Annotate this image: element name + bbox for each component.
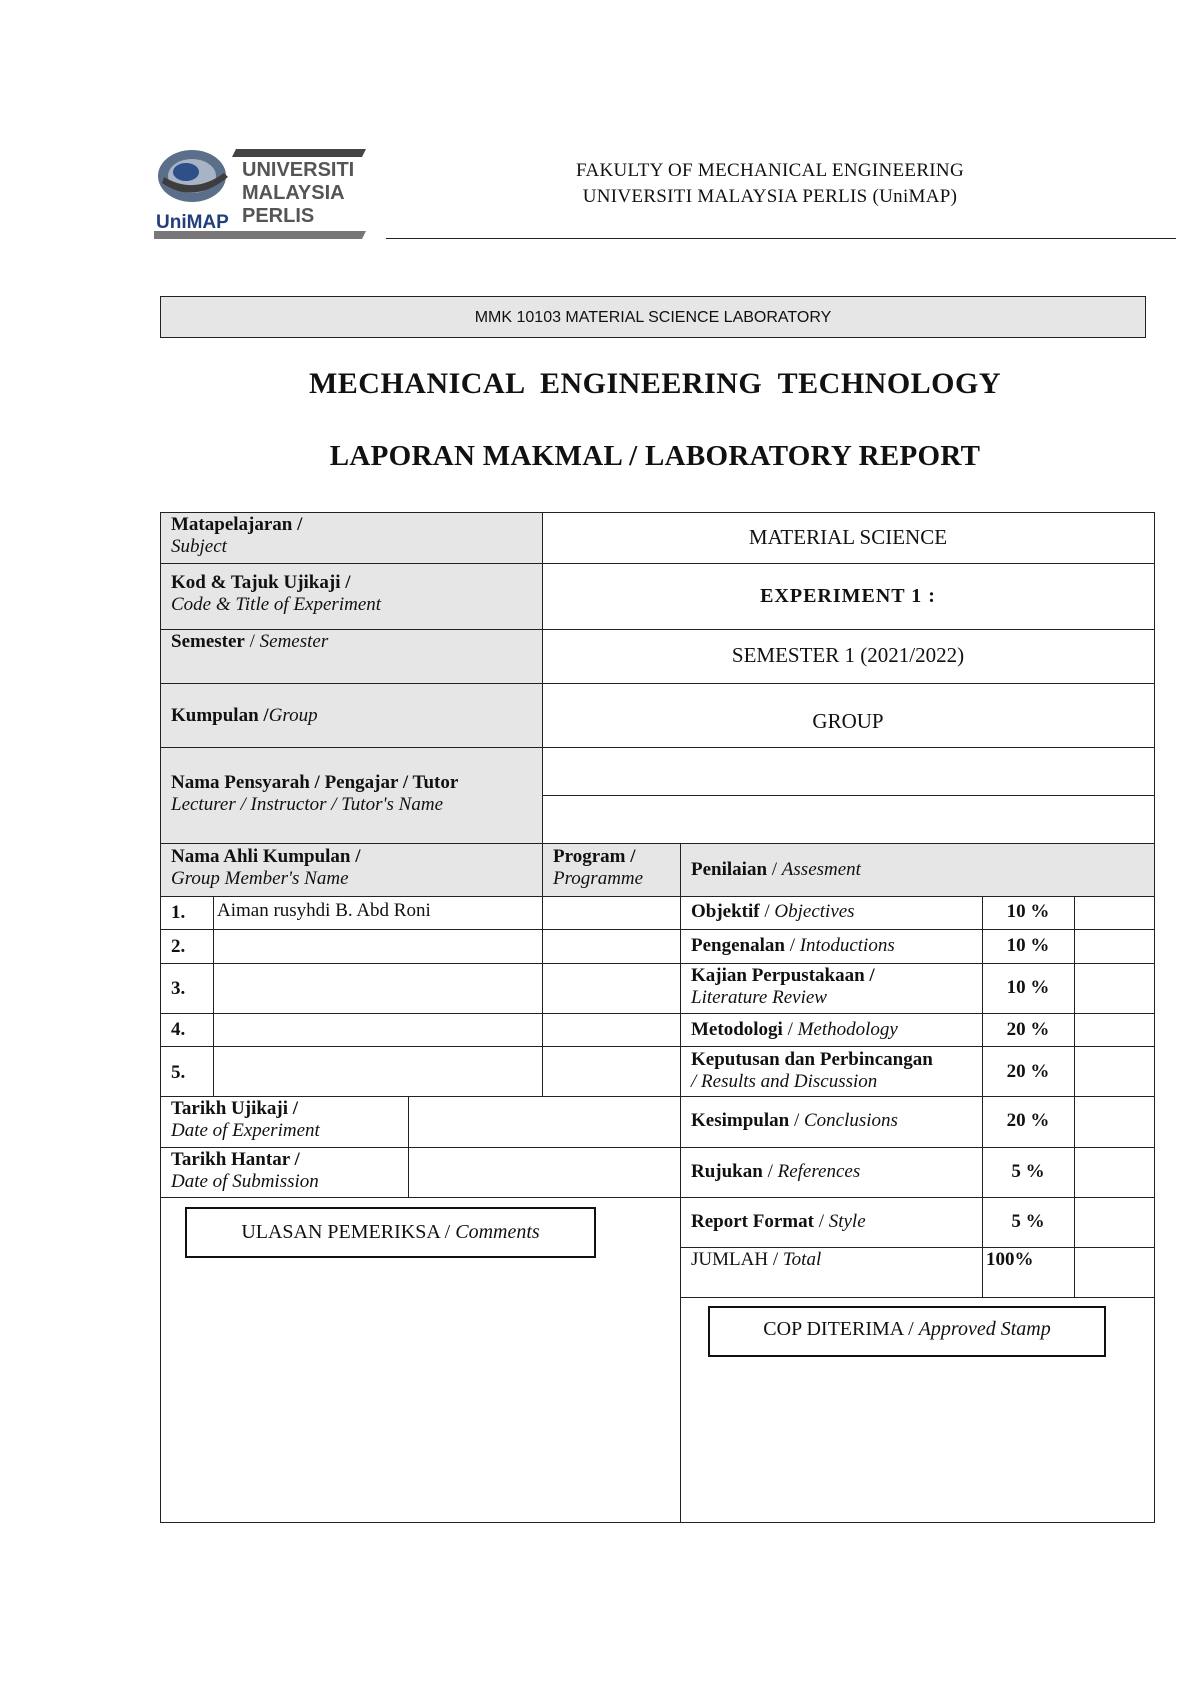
weight-literature-review: 10 %	[1006, 977, 1050, 998]
assessment-results-discussion: Keputusan dan Perbincangan / Results and Discussion	[691, 1049, 933, 1092]
member-row-5-num: 5.	[171, 1062, 186, 1083]
logo-text-line2: MALAYSIA	[242, 182, 345, 204]
faculty-line1: FAKULTY OF MECHANICAL ENGINEERING	[576, 160, 964, 181]
date-submission-field[interactable]	[411, 1149, 679, 1196]
comments-box: ULASAN PEMERIKSA / Comments	[185, 1207, 596, 1258]
experiment-code-value: EXPERIMENT 1 :	[760, 585, 936, 607]
date-submission-label: Tarikh Hantar / Date of Submission	[171, 1149, 319, 1192]
assessment-literature-review: Kajian Perpustakaan / Literature Review	[691, 965, 875, 1008]
assessment-report-format: Report Format / Style	[691, 1211, 866, 1232]
header-divider	[386, 238, 1176, 239]
date-experiment-label: Tarikh Ujikaji / Date of Experiment	[171, 1098, 320, 1141]
assessment-total: JUMLAH / Total	[691, 1249, 822, 1270]
subject-value: MATERIAL SCIENCE	[748, 525, 948, 549]
weight-total: 100%	[986, 1249, 1034, 1270]
members-header: Nama Ahli Kumpulan / Group Member's Name	[171, 846, 361, 889]
weight-references: 5 %	[1011, 1161, 1045, 1182]
lecturer-name-field-1[interactable]	[544, 749, 1152, 794]
weight-introductions: 10 %	[1006, 935, 1050, 956]
member-row-1-name[interactable]: Aiman rusyhdi B. Abd Roni	[217, 900, 431, 921]
assessment-objectives: Objektif / Objectives	[691, 901, 855, 922]
comments-area[interactable]	[163, 1262, 677, 1520]
lecturer-name-field-2[interactable]	[544, 797, 1152, 842]
experiment-code-label: Kod & Tajuk Ujikaji / Code & Title of Experiment	[171, 572, 382, 615]
assessment-references: Rujukan / References	[691, 1161, 861, 1182]
logo-brand: UniMAP	[156, 212, 229, 233]
faculty-heading	[500, 158, 1040, 210]
unimap-logo	[154, 143, 366, 241]
weight-objectives: 10 %	[1006, 901, 1050, 922]
lecturer-label: Nama Pensyarah / Pengajar / Tutor Lecturer / Instructor / Tutor's Name	[171, 772, 459, 815]
semester-label: Semester / Semester	[171, 631, 329, 652]
group-label: Kumpulan /Group	[171, 705, 318, 726]
weight-report-format: 5 %	[1011, 1211, 1045, 1232]
program-title: MECHANICAL ENGINEERING TECHNOLOGY	[308, 367, 1002, 400]
logo-text-line3: PERLIS	[242, 205, 315, 227]
assessment-methodology: Metodologi / Methodology	[691, 1019, 898, 1040]
weight-results-discussion: 20 %	[1006, 1061, 1050, 1082]
assessment-conclusions: Kesimpulan / Conclusions	[691, 1110, 898, 1131]
report-title: LAPORAN MAKMAL / LABORATORY REPORT	[329, 440, 981, 472]
program-header: Program / Programme	[553, 846, 644, 889]
group-value: GROUP	[812, 709, 884, 733]
member-row-1-num: 1.	[171, 902, 186, 923]
member-row-4-num: 4.	[171, 1019, 186, 1040]
semester-value: SEMESTER 1 (2021/2022)	[731, 643, 965, 667]
member-row-2-num: 2.	[171, 936, 186, 957]
approved-stamp-box: COP DITERIMA / Approved Stamp	[708, 1306, 1106, 1357]
assessment-header: Penilaian / Assesment	[691, 859, 861, 880]
date-experiment-field[interactable]	[411, 1098, 679, 1145]
subject-label: Matapelajaran / Subject	[171, 514, 303, 557]
weight-conclusions: 20 %	[1006, 1110, 1050, 1131]
faculty-line2: UNIVERSITI MALAYSIA PERLIS (UniMAP)	[582, 186, 958, 207]
member-row-3-num: 3.	[171, 978, 186, 999]
logo-text-line1: UNIVERSITI	[242, 159, 355, 181]
assessment-introductions: Pengenalan / Intoductions	[691, 935, 895, 956]
course-code-box: MMK 10103 MATERIAL SCIENCE LABORATORY	[160, 296, 1146, 338]
weight-methodology: 20 %	[1006, 1019, 1050, 1040]
